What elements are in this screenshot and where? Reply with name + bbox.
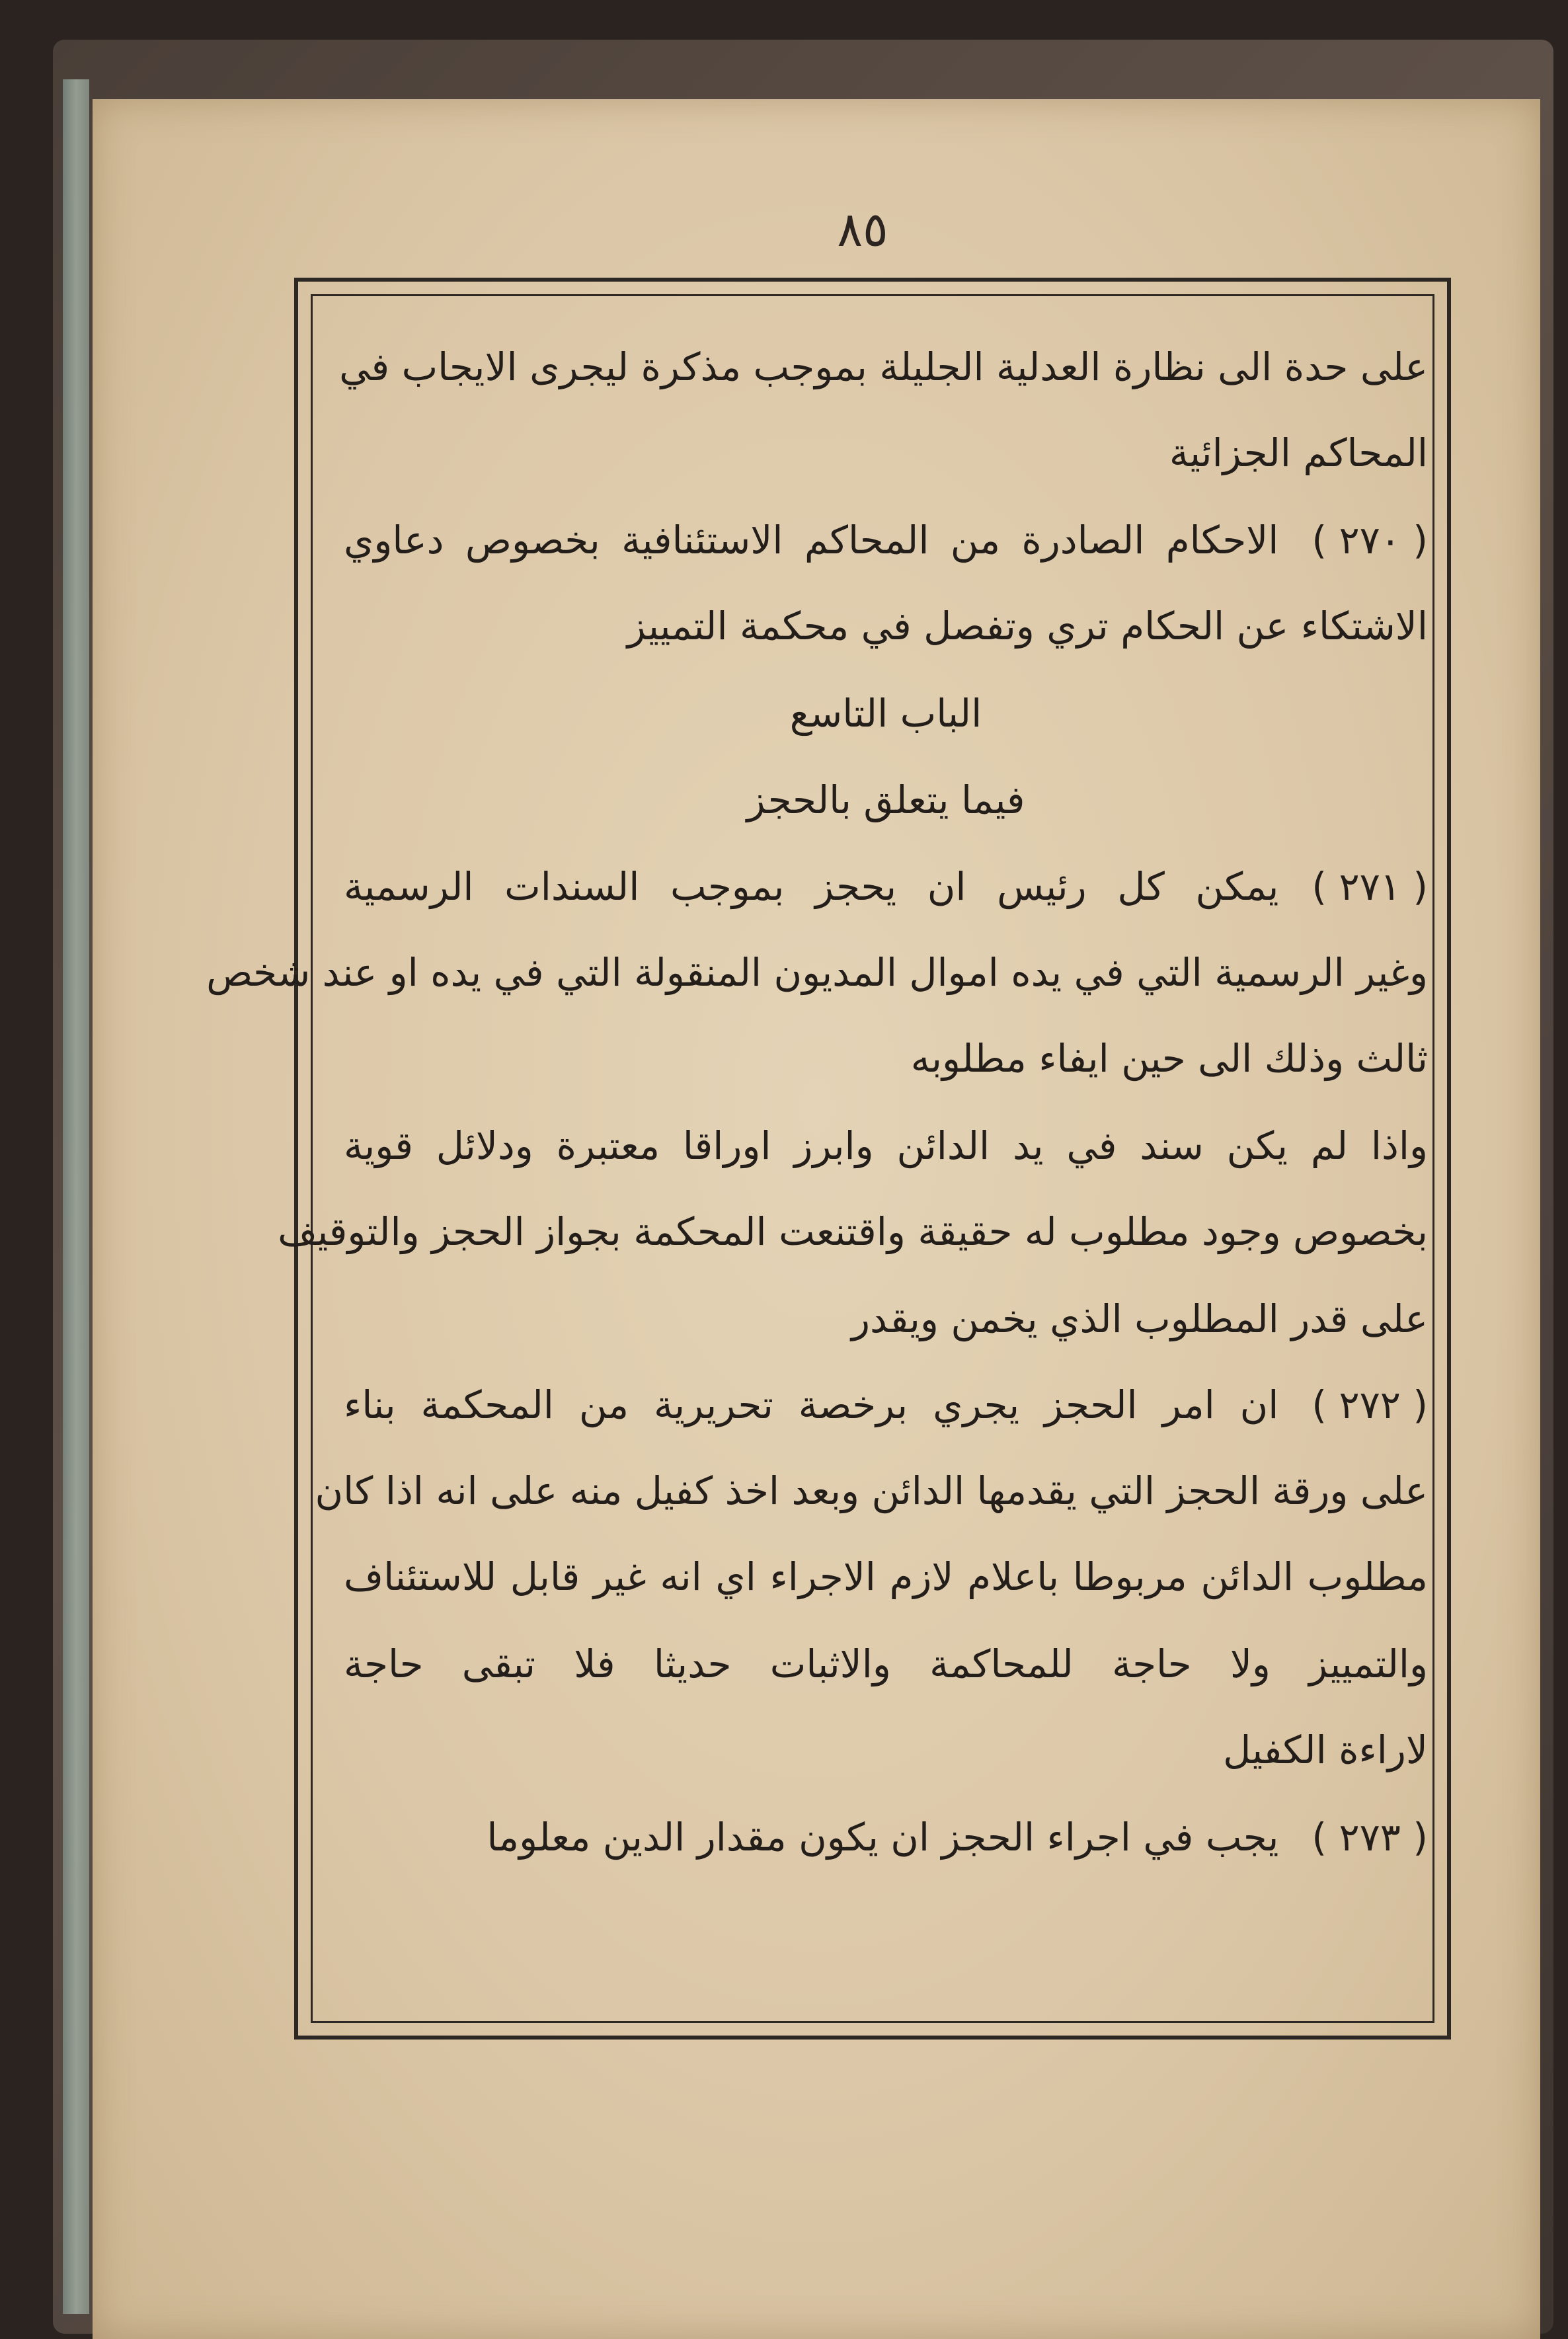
text-line (344, 583, 1428, 669)
line-text: يمكن كل رئيس ان يحجز بموجب السندات الرسمية (344, 864, 1279, 909)
text-line (278, 1189, 1428, 1275)
text-line (344, 497, 1428, 583)
line-text: وغير الرسمية التي في يده اموال المديون المنقولة التي في يده او عند شخص (206, 950, 1428, 995)
line-text: الاحكام الصادرة من المحاكم الاستئنافية بخصوص دعاوي (344, 518, 1279, 563)
line-text: على ورقة الحجز التي يقدمها الدائن وبعد اخذ كفيل منه على انه اذا كان (315, 1468, 1428, 1513)
text-line (344, 410, 1428, 496)
line-text: لاراءة الكفيل (1223, 1727, 1428, 1772)
text-line (344, 1015, 1428, 1101)
line-text: مطلوب الدائن مربوطا باعلام لازم الاجراء اي انه غير قابل للاستئناف (344, 1554, 1428, 1599)
article-number: ( ٢٧١ ) (1312, 864, 1428, 909)
body-text (206, 324, 1428, 2016)
line-text: المحاكم الجزائية (1169, 430, 1428, 475)
line-text: ان امر الحجز يجري برخصة تحريرية من المحكمة بناء (344, 1382, 1279, 1427)
line-text: على حدة الى نظارة العدلية الجليلة بموجب مذكرة ليجرى الايجاب في (339, 344, 1428, 389)
cover-edge-strip (63, 79, 89, 2314)
article-number: ( ٢٧٠ ) (1312, 518, 1428, 563)
line-text: الاشتكاء عن الحكام تري وتفصل في محكمة التمييز (627, 604, 1428, 649)
text-line (344, 1276, 1428, 1362)
text-line (315, 1448, 1428, 1534)
line-text: فيما يتعلق بالحجز (746, 777, 1025, 822)
text-line (344, 844, 1428, 930)
line-text: ثالث وذلك الى حين ايفاء مطلوبه (910, 1036, 1428, 1081)
text-line (206, 930, 1428, 1015)
section-heading (344, 757, 1428, 843)
text-line (344, 1794, 1428, 1880)
text-line (344, 1534, 1428, 1620)
line-text: والتمييز ولا حاجة للمحاكمة والاثبات حديثا فلا تبقى حاجة (344, 1642, 1428, 1686)
text-line (344, 1362, 1428, 1448)
page-number: ٨٥ (837, 202, 888, 257)
article-number: ( ٢٧٣ ) (1312, 1815, 1428, 1860)
text-line (344, 1707, 1428, 1793)
text-line (344, 1103, 1428, 1189)
text-line (344, 1621, 1428, 1707)
line-text: على قدر المطلوب الذي يخمن ويقدر (851, 1296, 1428, 1341)
line-text: بخصوص وجود مطلوب له حقيقة واقتنعت المحكمة بجواز الحجز والتوقيف (278, 1209, 1428, 1254)
line-text: واذا لم يكن سند في يد الدائن وابرز اوراقا معتبرة ودلائل قوية (344, 1123, 1428, 1168)
line-text: الباب التاسع (789, 691, 982, 736)
text-line (339, 324, 1428, 410)
article-number: ( ٢٧٢ ) (1312, 1382, 1428, 1427)
line-text: يجب في اجراء الحجز ان يكون مقدار الدين معلوما (487, 1815, 1279, 1860)
section-heading (344, 670, 1428, 756)
